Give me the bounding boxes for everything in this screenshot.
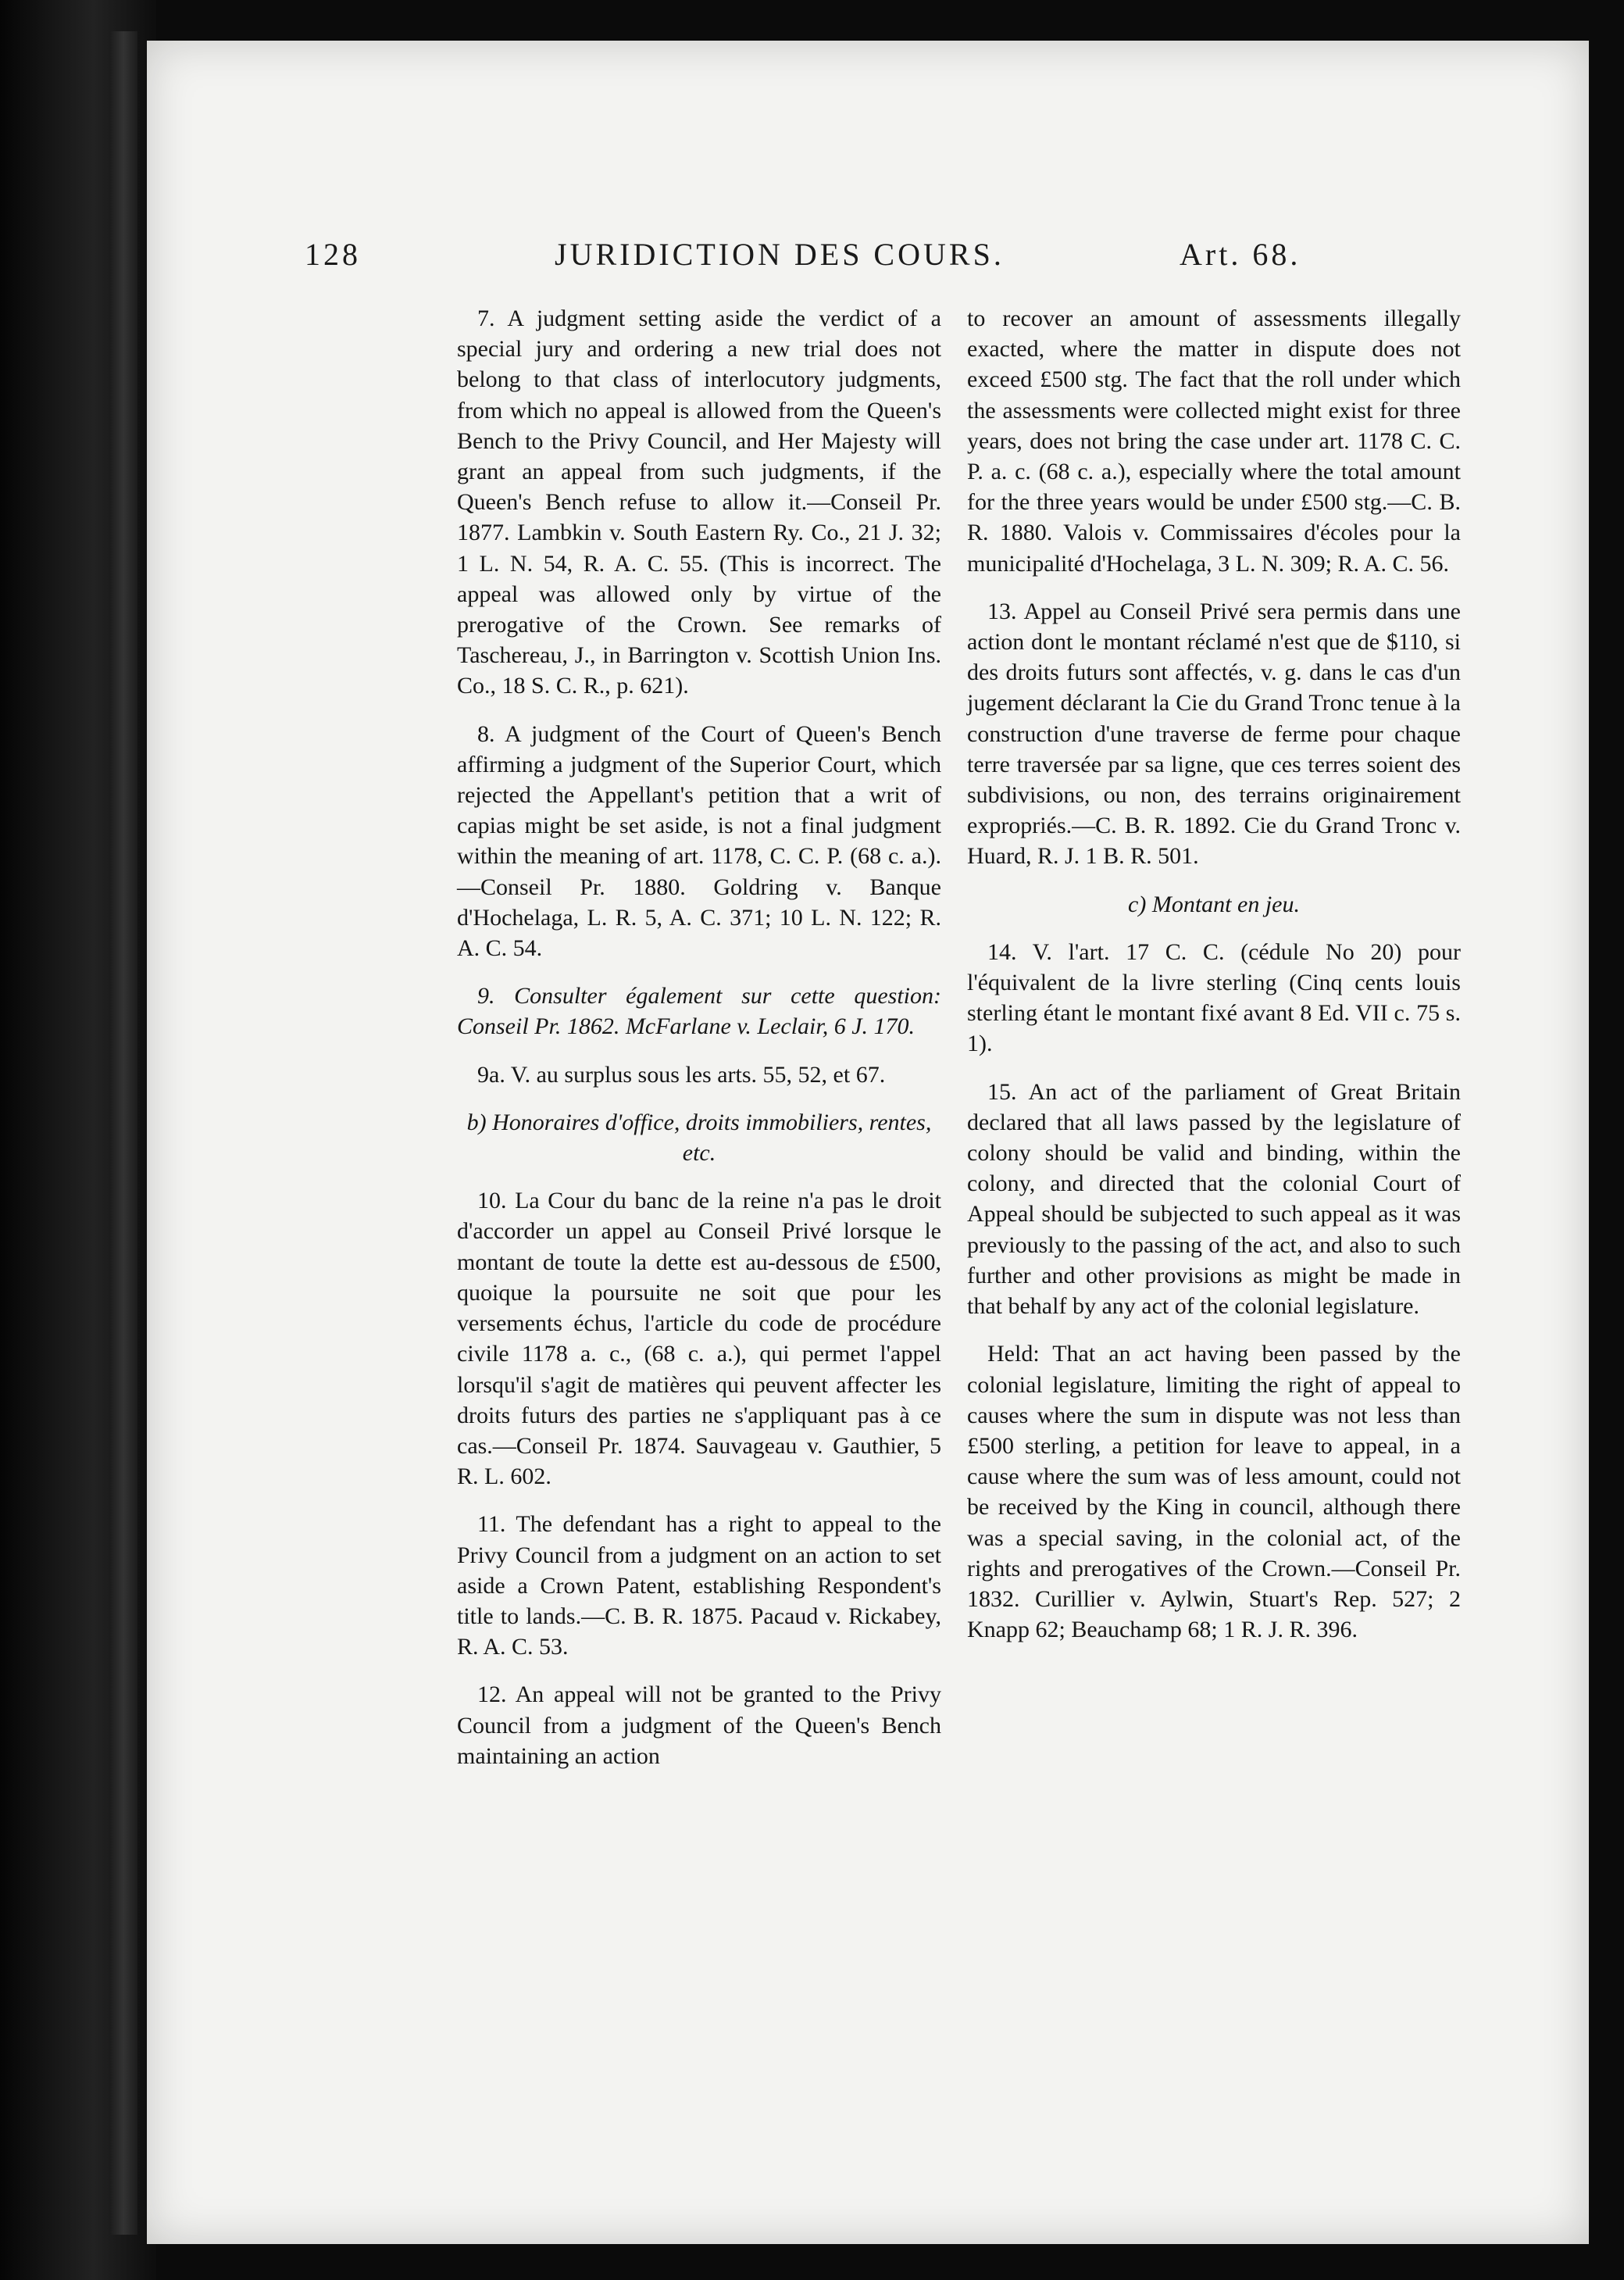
page-header [305, 236, 1492, 283]
right-column [967, 303, 1461, 1662]
paragraph-14: 14. V. l'art. 17 C. C. (cédule No 20) pour l'équivalent de la livre sterling (Cinq cents louis sterling étant le montant fixé avant 8 Ed. VII c. 75 s. 1). [967, 938, 1461, 1057]
paragraph-9: 9. Consulter également sur cette question: Conseil Pr. 1862. McFarlane v. Leclair, 6 J. 170. [457, 983, 941, 1040]
paragraph-13: 13. Appel au Conseil Privé sera permis dans une action dont le montant réclamé n'est que de $110, si des droits futurs sont affectés, v. g. dans le cas d'un jugement déclarant la Cie du Grand Tronc tenue à la construction d'une traverse de ferme pour chaque terre traversée par sa ligne, que ces terres soient des subdivisions, ou non, des terrains originairement expropriés.—C. B. R. 1892. Cie du Grand Tronc v. Huard, R. J. 1 B. R. 501. [967, 598, 1461, 870]
paragraph-10: 10. La Cour du banc de la reine n'a pas le droit d'accorder un appel au Conseil Privé lorsque le montant de toute la dette est au-dessous de £500, quoique la poursuite ne soit que pour les versements échus, l'article du code de procédure civile 1178 a. c., (68 c. a.), qui permet l'appel lorsqu'il s'agit de matières qui peuvent affecter les droits futurs des parties ne s'appliquant pas à ce cas.—Conseil Pr. 1874. Sauvageau v. Gauthier, 5 R. L. 602. [457, 1188, 941, 1490]
left-column [457, 303, 941, 1789]
paragraph-11: 11. The defendant has a right to appeal to the Privy Council from a judgment on an action to set aside a Crown Patent, establishing Respondent's title to lands.—C. B. R. 1875. Pacaud v. Rickabey, R. A. C. 53. [457, 1511, 941, 1660]
paragraph-7: 7. A judgment setting aside the verdict of a special jury and ordering a new trial does not belong to that class of interlocutory judgments, from which no appeal is allowed from the Queen's Bench to the Privy Council, and Her Majesty will grant an appeal from such judgments, if the Queen's Bench refuse to allow it.—Conseil Pr. 1877. Lambkin v. South Eastern Ry. Co., 21 J. 32; 1 L. N. 54, R. A. C. 55. (This is incorrect. The appeal was allowed only by virtue of the prerogative of the Crown. See remarks of Taschereau, J., in Barrington v. Scottish Union Ins. Co., 18 S. C. R., p. 621). [457, 306, 941, 699]
paragraph-8: 8. A judgment of the Court of Queen's Bench affirming a judgment of the Superior Court, which rejected the Appellant's petition that a writ of capias might be set aside, is not a final judgment within the meaning of art. 1178, C. C. P. (68 c. a.).—Conseil Pr. 1880. Goldring v. Banque d'Hochelaga, L. R. 5, A. C. 371; 10 L. N. 122; R. A. C. 54. [457, 720, 941, 962]
paragraph-15: 15. An act of the parliament of Great Britain declared that all laws passed by the legislature of colony should be valid and binding, within the colony, and directed that the colonial Court of Appeal should be subjected to such appeal as it was previously to the passing of the act, and also to such further and other provisions as might be made in that behalf by any act of the colonial legislature. [967, 1078, 1461, 1320]
paragraph-12-continued: to recover an amount of assessments illegally exacted, where the matter in dispute does not exceed £500 stg. The fact that the roll under which the assessments were collected might exist for three years, does not bring the case under art. 1178 C. C. P. a. c. (68 c. a.), especially where the total amount for the three years would be under £500 stg.—C. B. R. 1880. Valois v. Commissaires d'écoles pour la municipalité d'Hochelaga, 3 L. N. 309; R. A. C. 56. [967, 306, 1461, 577]
page-number: 128 [305, 237, 361, 272]
section-heading-c: c) Montant en jeu. [1128, 891, 1300, 917]
binding-edge [109, 31, 137, 2235]
section-heading-b: b) Honoraires d'office, droits immobiliers, rentes, etc. [466, 1109, 932, 1167]
article-ref: Art. 68. [1180, 237, 1301, 272]
paragraph-9a: 9a. V. au surplus sous les arts. 55, 52, et 67. [477, 1061, 886, 1088]
paragraph-held: Held: That an act having been passed by the colonial legislature, limiting the right of appeal to causes where the sum in dispute was not less than £500 sterling, a petition for leave to appeal, in a cause where the sum was of less amount, could not be received by the King in council, although there was a special saving, in the colonial act, of the rights and prerogatives of the Crown.—Conseil Pr. 1832. Curillier v. Aylwin, Stuart's Rep. 527; 2 Knapp 62; Beauchamp 68; 1 R. J. R. 396. [967, 1341, 1461, 1643]
running-title: JURIDICTION DES COURS. [555, 237, 1005, 272]
paragraph-12: 12. An appeal will not be granted to the Privy Council from a judgment of the Queen's Bench maintaining an action [457, 1681, 941, 1769]
